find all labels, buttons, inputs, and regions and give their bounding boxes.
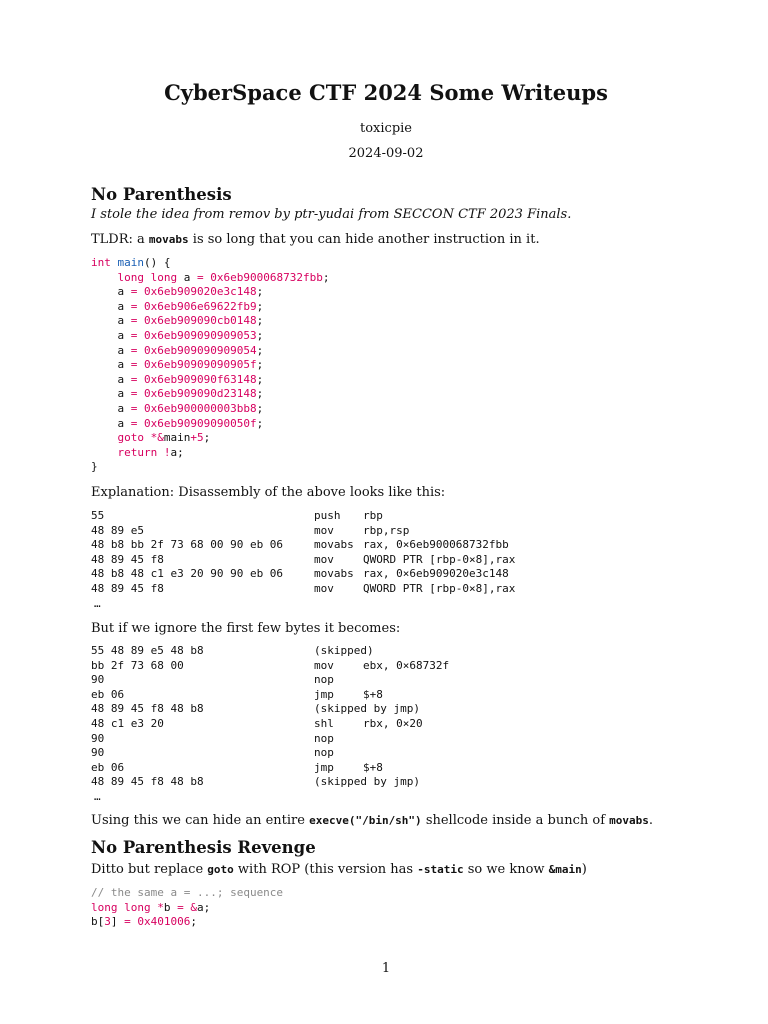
instruction-bytes: 48 89 45 f8 48 b8 xyxy=(91,702,204,716)
code-token: ; xyxy=(190,915,197,929)
code-token xyxy=(137,329,144,342)
code-token xyxy=(91,271,118,284)
code-token: long long xyxy=(91,900,151,914)
code-token: () { xyxy=(144,256,171,269)
disassembly-row xyxy=(91,567,691,582)
disassembly-ellipsis-row xyxy=(91,790,691,805)
code-line xyxy=(91,300,329,315)
code-token: main xyxy=(163,431,191,445)
code-token: long long xyxy=(117,270,178,284)
code-token: a xyxy=(91,285,131,299)
tldr-code: movabs xyxy=(148,233,189,246)
code-token: ; xyxy=(256,343,264,357)
code-token: ; xyxy=(256,328,264,342)
code-token xyxy=(137,344,144,357)
code-token xyxy=(91,446,118,459)
instruction-mnemonic: nop xyxy=(314,673,334,687)
using-paragraph xyxy=(91,812,691,829)
code-token: ; xyxy=(203,431,211,445)
ditto-code-static: -static xyxy=(417,863,464,876)
instruction-mnemonic: mov xyxy=(314,523,334,537)
tldr-post: is so long that you can hide another instruction in it. xyxy=(188,232,540,247)
code-token: ; xyxy=(256,314,264,328)
ditto-mid2: so we know xyxy=(463,862,549,877)
ditto-mid1: with ROP (this version has xyxy=(233,862,418,877)
code-token: + xyxy=(190,431,197,445)
instruction-mnemonic: mov xyxy=(314,658,334,672)
code-token: = xyxy=(130,416,138,430)
code-token xyxy=(137,285,144,298)
code-line xyxy=(91,431,329,446)
using-post: . xyxy=(648,813,654,828)
code-line xyxy=(91,285,329,300)
code-block-rop xyxy=(91,886,283,930)
code-token: = xyxy=(130,401,138,415)
code-token: * xyxy=(157,900,164,914)
code-token: ; xyxy=(256,387,264,401)
ditto-paragraph xyxy=(91,861,691,878)
instruction-operands: rax, 0×6eb900068732fbb xyxy=(363,538,509,552)
code-token: ! xyxy=(163,445,171,459)
code-token: 0x6eb909090909053 xyxy=(144,328,257,342)
code-token: 0x6eb909020e3c148 xyxy=(144,285,257,299)
instruction-bytes: 48 89 45 f8 48 b8 xyxy=(91,775,204,789)
disassembly-row xyxy=(91,553,691,568)
code-line xyxy=(91,373,329,388)
code-token: ; xyxy=(256,416,264,430)
instruction-operands: ebx, 0×68732f xyxy=(363,658,450,672)
instruction-mnemonic: (skipped) xyxy=(314,644,374,657)
intro-text: I stole the idea from remov by ptr-yudai from SECCON CTF 2023 Finals. xyxy=(91,207,572,222)
code-token: *& xyxy=(150,431,164,445)
explanation-text: Explanation: Disassembly of the above looks like this: xyxy=(91,485,446,500)
disassembly-ellipsis-row xyxy=(91,597,691,612)
instruction-mnemonic: jmp xyxy=(314,687,334,701)
instruction-bytes: 48 89 e5 xyxy=(91,523,144,537)
ditto-code-main: &main xyxy=(548,863,582,876)
disassembly-row xyxy=(91,538,691,553)
code-token: 0x6eb909090cb0148 xyxy=(144,314,257,328)
code-line xyxy=(91,915,283,930)
instruction-bytes: 90 xyxy=(91,731,105,745)
instruction-mnemonic: (skipped by jmp) xyxy=(314,775,420,789)
code-token: = xyxy=(130,343,138,357)
code-line xyxy=(91,901,283,916)
code-token: 0x6eb900000003bb8 xyxy=(144,401,257,415)
code-token xyxy=(157,446,164,459)
code-token: 0x6eb90909090050f xyxy=(144,416,257,430)
code-line xyxy=(91,446,329,461)
code-line xyxy=(91,358,329,373)
code-token: // the same a = ...; sequence xyxy=(91,886,284,899)
disassembly-row xyxy=(91,775,691,790)
disassembly-row xyxy=(91,702,691,717)
instruction-operands: rbx, 0×20 xyxy=(363,716,423,730)
instruction-bytes: 48 89 45 f8 xyxy=(91,552,164,566)
code-token: a xyxy=(91,328,131,342)
disassembly-row xyxy=(91,732,691,747)
code-token: a xyxy=(91,343,131,357)
code-token: = xyxy=(130,285,138,299)
code-token: = xyxy=(130,328,138,342)
code-token: } xyxy=(91,460,98,474)
instruction-bytes: 48 89 45 f8 xyxy=(91,581,164,595)
code-token: a xyxy=(91,416,131,430)
page-number: 1 xyxy=(381,961,391,976)
code-token: 0x6eb906e69622fb9 xyxy=(144,299,257,313)
instruction-operands: rax, 0×6eb909020e3c148 xyxy=(363,567,509,581)
code-token xyxy=(137,314,144,327)
code-token xyxy=(137,373,144,386)
code-token: ; xyxy=(256,299,264,313)
code-token: a xyxy=(91,299,131,313)
instruction-bytes: 90 xyxy=(91,746,105,760)
disassembly-row xyxy=(91,746,691,761)
code-token xyxy=(144,431,151,444)
disassembly-row xyxy=(91,673,691,688)
instruction-mnemonic: nop xyxy=(314,731,334,745)
code-token: & xyxy=(190,900,197,914)
document-title: CyberSpace CTF 2024 Some Writeups xyxy=(164,80,608,105)
instruction-bytes: 48 c1 e3 20 xyxy=(91,716,164,730)
code-token: = xyxy=(177,900,184,914)
code-token: a; xyxy=(196,900,211,914)
instruction-bytes: eb 06 xyxy=(91,760,125,774)
code-token: 0x6eb909090909054 xyxy=(144,343,257,357)
disassembly-row xyxy=(91,688,691,703)
code-token: ; xyxy=(256,285,264,299)
instruction-operands: rbp xyxy=(363,509,383,522)
disassembly-row xyxy=(91,717,691,732)
code-token: ; xyxy=(256,401,264,415)
instruction-mnemonic: mov xyxy=(314,552,334,566)
using-code-movabs: movabs xyxy=(609,814,649,827)
code-token: a xyxy=(91,372,131,386)
code-line xyxy=(91,402,329,417)
code-token xyxy=(91,431,118,444)
author: toxicpie xyxy=(360,121,412,136)
instruction-operands: QWORD PTR [rbp-0×8],rax xyxy=(363,581,516,595)
instruction-bytes: 90 xyxy=(91,673,105,687)
code-line xyxy=(91,344,329,359)
instruction-mnemonic: shl xyxy=(314,716,334,730)
section-heading-no-parenthesis: No Parenthesis xyxy=(91,185,232,204)
instruction-mnemonic: mov xyxy=(314,581,334,595)
instruction-bytes: bb 2f 73 68 00 xyxy=(91,658,184,672)
instruction-bytes: eb 06 xyxy=(91,687,125,701)
code-token: a xyxy=(91,387,131,401)
code-token: 0x6eb90909090905f xyxy=(144,358,257,372)
instruction-mnemonic: jmp xyxy=(314,760,334,774)
disassembly-row xyxy=(91,659,691,674)
code-token: 0x6eb909090f63148 xyxy=(144,372,257,386)
code-token: = xyxy=(196,270,204,284)
code-line xyxy=(91,886,283,901)
code-line xyxy=(91,271,329,286)
code-token: 5 xyxy=(197,431,204,445)
code-token: b[ xyxy=(91,915,105,929)
code-block-main xyxy=(91,256,329,475)
code-token xyxy=(137,358,144,371)
instruction-bytes: 48 b8 48 c1 e3 20 90 90 eb 06 xyxy=(91,567,284,581)
ditto-post: ) xyxy=(581,862,587,877)
code-line xyxy=(91,417,329,432)
code-token: goto xyxy=(117,431,144,445)
code-token: a xyxy=(91,401,131,415)
instruction-operands: $+8 xyxy=(363,687,383,701)
disassembly-row xyxy=(91,644,691,659)
code-token: = xyxy=(130,387,138,401)
ellipsis: … xyxy=(94,789,101,803)
instruction-mnemonic: push xyxy=(314,509,341,522)
tldr-pre: TLDR: a xyxy=(91,232,149,247)
instruction-operands: $+8 xyxy=(363,760,383,774)
code-token xyxy=(137,300,144,313)
code-token: main xyxy=(117,256,144,269)
instruction-operands: QWORD PTR [rbp-0×8],rax xyxy=(363,552,516,566)
disassembly-row xyxy=(91,524,691,539)
instruction-operands: rbp,rsp xyxy=(363,523,410,537)
code-token: ] xyxy=(110,915,125,929)
code-token xyxy=(111,256,118,269)
code-token: = xyxy=(130,314,138,328)
using-pre: Using this we can hide an entire xyxy=(91,813,310,828)
disassembly-block xyxy=(91,509,691,611)
code-token: b xyxy=(163,900,178,914)
disassembly-row xyxy=(91,761,691,776)
code-token: = xyxy=(130,358,138,372)
document-page xyxy=(91,0,681,1024)
code-token xyxy=(137,417,144,430)
code-token xyxy=(137,402,144,415)
disassembly-block-skipped xyxy=(91,644,691,805)
code-token: = xyxy=(130,299,138,313)
code-token: a xyxy=(177,270,197,284)
code-line xyxy=(91,329,329,344)
code-line xyxy=(91,387,329,402)
code-token: ; xyxy=(256,372,264,386)
instruction-mnemonic: (skipped by jmp) xyxy=(314,702,420,716)
code-token: a xyxy=(91,314,131,328)
tldr-paragraph xyxy=(91,231,691,248)
code-token: = xyxy=(124,915,131,929)
using-code-execve: execve("/bin/sh") xyxy=(309,814,422,827)
code-token: ; xyxy=(322,270,330,284)
code-token: return xyxy=(117,445,158,459)
instruction-bytes: 55 xyxy=(91,509,105,522)
disassembly-row xyxy=(91,582,691,597)
code-token: 3 xyxy=(104,915,111,929)
instruction-mnemonic: movabs xyxy=(314,538,354,552)
code-token: 0x401006 xyxy=(137,915,191,929)
code-token: = xyxy=(130,372,138,386)
code-token: int xyxy=(91,256,111,269)
code-token: ; xyxy=(256,358,264,372)
instruction-bytes: 55 48 89 e5 48 b8 xyxy=(91,644,204,657)
ignore-text: But if we ignore the first few bytes it becomes: xyxy=(91,621,401,636)
ditto-code-goto: goto xyxy=(207,863,234,876)
section-heading-no-parenthesis-revenge: No Parenthesis Revenge xyxy=(91,838,316,857)
instruction-mnemonic: nop xyxy=(314,746,334,760)
date: 2024-09-02 xyxy=(348,146,424,161)
disassembly-row xyxy=(91,509,691,524)
instruction-mnemonic: movabs xyxy=(314,567,354,581)
code-token: 0x6eb909090d23148 xyxy=(144,387,257,401)
ditto-pre: Ditto but replace xyxy=(91,862,208,877)
code-token: a; xyxy=(170,445,184,459)
code-line xyxy=(91,256,329,271)
code-line xyxy=(91,314,329,329)
code-token xyxy=(137,387,144,400)
ellipsis: … xyxy=(94,596,101,610)
instruction-bytes: 48 b8 bb 2f 73 68 00 90 eb 06 xyxy=(91,538,284,552)
code-token: 0x6eb900068732fbb xyxy=(210,270,323,284)
code-line xyxy=(91,460,329,475)
using-mid: shellcode inside a bunch of xyxy=(421,813,610,828)
code-token: a xyxy=(91,358,131,372)
